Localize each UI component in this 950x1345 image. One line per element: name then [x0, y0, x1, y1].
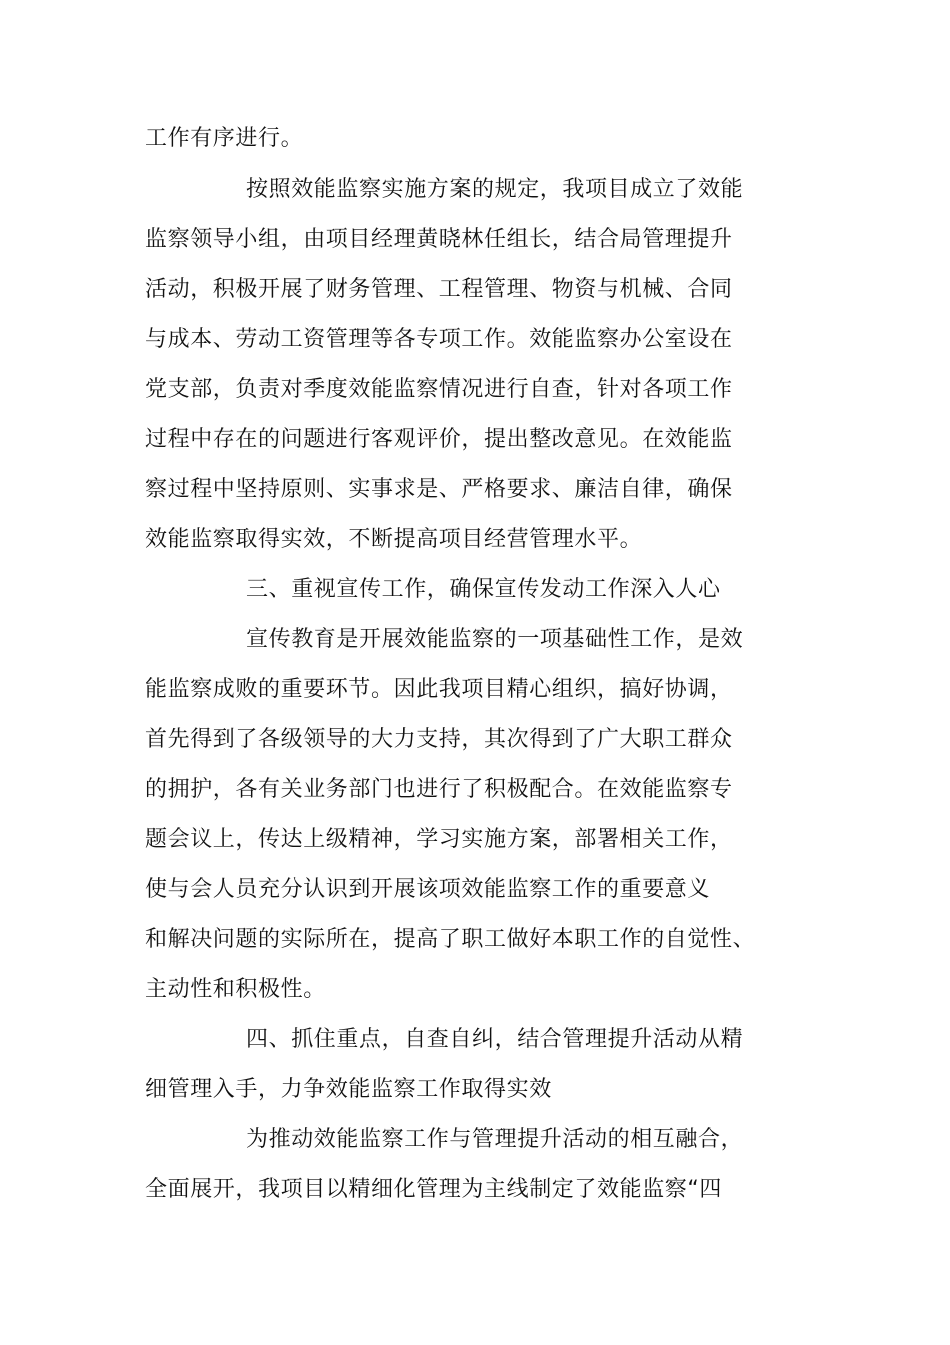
- body-text-line: 察过程中坚持原则、实事求是、严格要求、廉洁自律，确保: [145, 477, 733, 502]
- section-heading: 四、抓住重点，自查自纠，结合管理提升活动从精: [246, 1027, 744, 1052]
- body-text-line: 首先得到了各级领导的大力支持，其次得到了广大职工群众: [145, 727, 733, 752]
- body-text-line: 党支部，负责对季度效能监察情况进行自查，针对各项工作: [145, 377, 733, 402]
- paragraph-first-line: 按照效能监察实施方案的规定，我项目成立了效能: [246, 177, 744, 202]
- body-text-line: 监察领导小组，由项目经理黄晓林任组长，结合局管理提升: [145, 227, 733, 252]
- paragraph-first-line: 宣传教育是开展效能监察的一项基础性工作，是效: [246, 627, 744, 652]
- body-text-line: 全面展开，我项目以精细化管理为主线制定了效能监察“四: [145, 1177, 722, 1202]
- body-text-line: 与成本、劳动工资管理等各专项工作。效能监察办公室设在: [145, 327, 733, 352]
- section-heading: 三、重视宣传工作，确保宣传发动工作深入人心: [246, 577, 721, 602]
- body-text-line: 和解决问题的实际所在，提高了职工做好本职工作的自觉性、: [145, 927, 756, 952]
- body-text-line: 的拥护，各有关业务部门也进行了积极配合。在效能监察专: [145, 777, 733, 802]
- section-heading-continued: 细管理入手，力争效能监察工作取得实效: [145, 1077, 552, 1102]
- body-text-line: 题会议上，传达上级精神，学习实施方案，部署相关工作，: [145, 827, 733, 852]
- body-text-line: 使与会人员充分认识到开展该项效能监察工作的重要意义: [145, 877, 711, 902]
- body-text-line: 效能监察取得实效，不断提高项目经营管理水平。: [145, 527, 643, 552]
- body-text-line: 主动性和积极性。: [145, 977, 326, 1002]
- body-text-line: 活动，积极开展了财务管理、工程管理、物资与机械、合同: [145, 277, 733, 302]
- body-text-line: 过程中存在的问题进行客观评价，提出整改意见。在效能监: [145, 427, 733, 452]
- body-text-line: 工作有序进行。: [145, 126, 304, 151]
- paragraph-first-line: 为推动效能监察工作与管理提升活动的相互融合，: [246, 1127, 744, 1152]
- body-text-line: 能监察成败的重要环节。因此我项目精心组织，搞好协调，: [145, 677, 733, 702]
